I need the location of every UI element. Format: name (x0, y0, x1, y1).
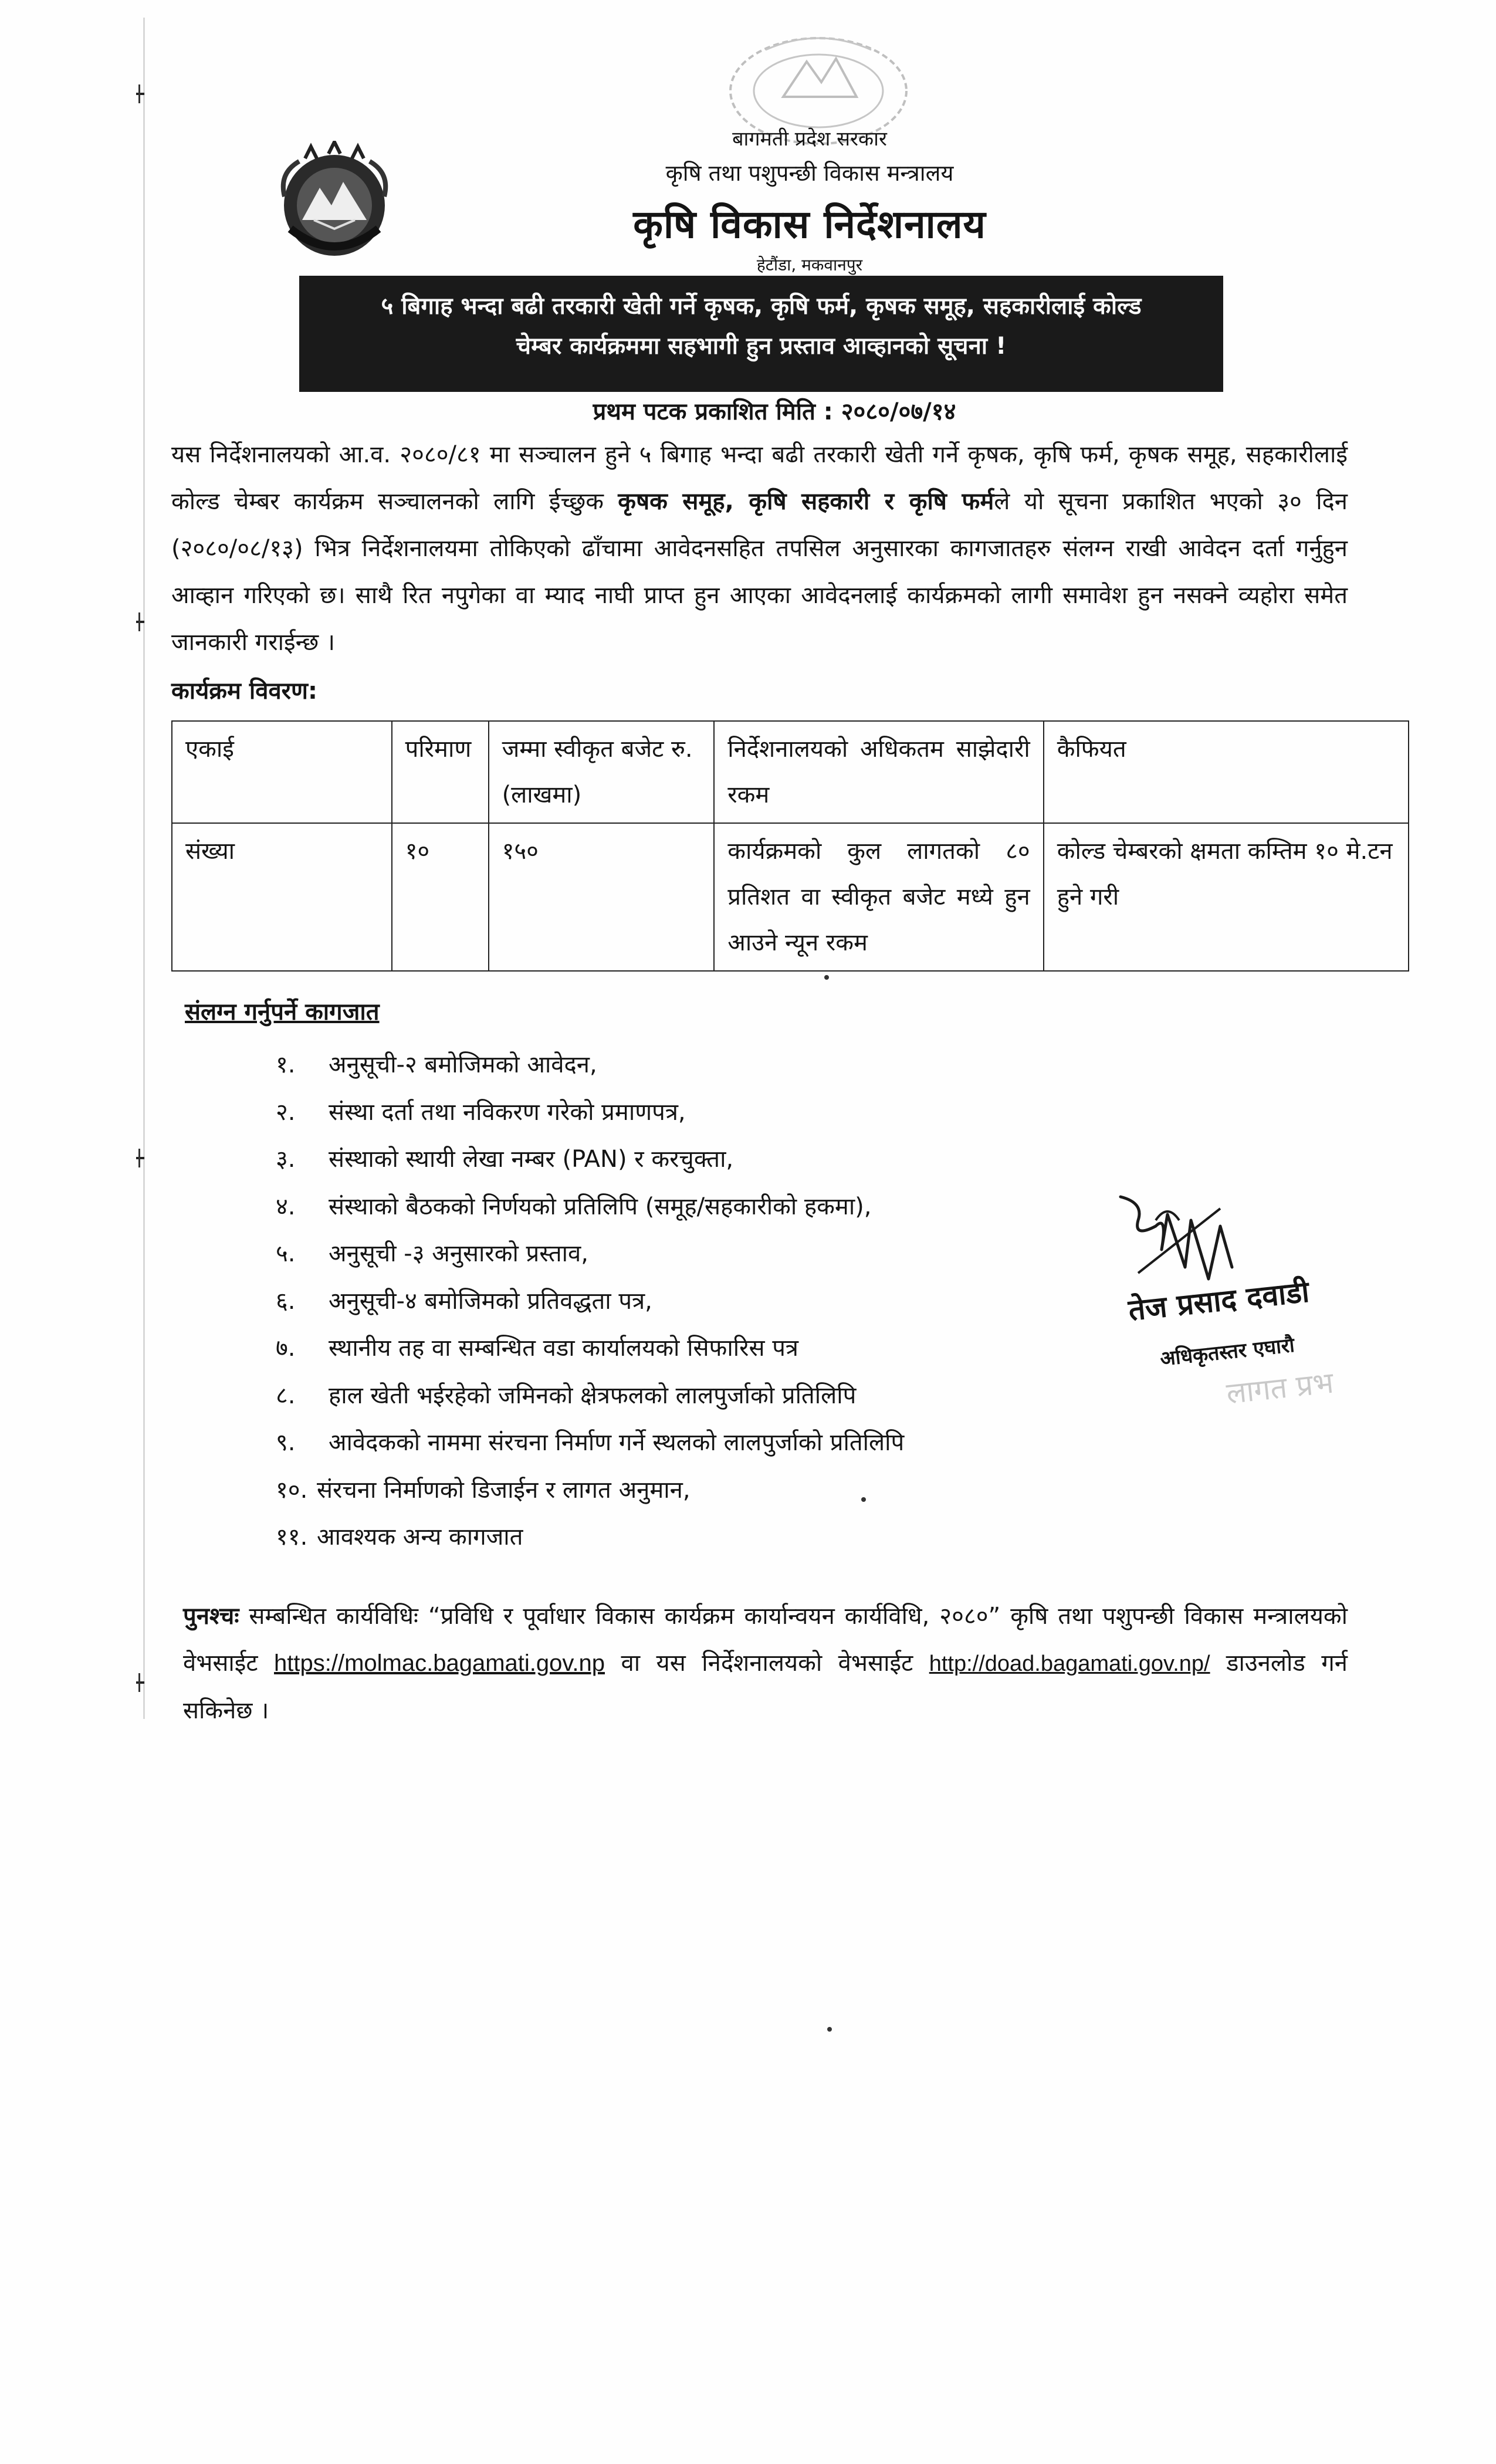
ministry-website-link[interactable]: https://molmac.bagamati.gov.np (274, 1650, 605, 1676)
table-header-cell: निर्देशनालयको अधिकतम साझेदारी रकम (714, 721, 1043, 823)
scan-speck (861, 1497, 866, 1502)
table-header-cell: कैफियत (1044, 721, 1409, 823)
list-item-text: स्थानीय तह वा सम्बन्धित वडा कार्यालयको सिफारिस पत्र (329, 1335, 799, 1362)
list-item-number: ३. (276, 1146, 296, 1173)
list-item-number: ६. (276, 1287, 296, 1315)
faint-stamp-text: लागत प्रभ (1224, 1365, 1335, 1411)
list-item-text: आवेदकको नाममा संरचना निर्माण गर्ने स्थलको लालपुर्जाको प्रतिलिपि (329, 1429, 905, 1456)
list-item-text: संस्थाको बैठकको निर्णयको प्रतिलिपि (समूह/सहकारीको हकमा), (329, 1193, 872, 1220)
table-cell: कार्यक्रमको कुल लागतको ८० प्रतिशत वा स्वीकृत बजेट मध्ये हुन आउने न्यून रकम (714, 823, 1043, 971)
list-item-text: संस्थाको स्थायी लेखा नम्बर (PAN) र करचुक्ता, (329, 1146, 734, 1173)
notice-title-line: चेम्बर कार्यक्रममा सहभागी हुन प्रस्ताव आव्हानको सूचना ! (516, 333, 1007, 360)
notice-body-paragraph (171, 431, 1348, 666)
list-item (276, 1514, 904, 1561)
table-row (172, 823, 1409, 971)
table-cell: संख्या (172, 823, 392, 971)
table-header-cell: एकाई (172, 721, 392, 823)
list-item (276, 1372, 904, 1420)
list-item-text: हाल खेती भईरहेको जमिनको क्षेत्रफलको लालपुर्जाको प्रतिलिपि (329, 1382, 857, 1409)
directorate-website-link[interactable]: http://doad.bagamati.gov.np/ (929, 1651, 1210, 1676)
margin-mark (136, 1157, 144, 1159)
list-item (276, 1089, 904, 1136)
notice-title-banner (299, 276, 1223, 392)
table-header-row (172, 721, 1409, 823)
table-header-cell: जम्मा स्वीकृत बजेट रु. (लाखमा) (489, 721, 715, 823)
ministry-name: कृषि तथा पशुपन्छी विकास मन्त्रालय (665, 160, 954, 186)
list-item (276, 1183, 904, 1231)
publication-date (26, 394, 1496, 427)
list-item-text: अनुसूची -३ अनुसारको प्रस्ताव, (329, 1240, 588, 1267)
body-text: यस निर्देशनालयको आ.व. २०८०/८१ मा सञ्चालन हुने ५ बिगाह भन्दा बढी तरकारी खेती गर्ने कृषक, कृषि फर्म, कृषक समूह, सहकारीलाई कोल्ड चेम्बर कार्यक्रम सञ्चालनको लागि ईच्छुक (171, 441, 1348, 515)
signatory-name: तेज प्रसाद दवाडी (1126, 1274, 1311, 1328)
attachments-title: संलग्न गर्नुपर्ने कागजात (185, 999, 380, 1025)
table-header-cell: परिमाण (392, 721, 489, 823)
postscript-label: पुनश्चः (183, 1603, 239, 1630)
signatory-title: अधिकृतस्तर एघारौ (1159, 1333, 1296, 1371)
province-name: बागमती प्रदेश सरकार (732, 127, 887, 151)
body-bold-text: कृषक समूह, कृषि सहकारी र कृषि फर्म (618, 488, 994, 515)
margin-mark (136, 621, 144, 623)
postscript-text: वा यस निर्देशनालयको वेभसाईट (605, 1650, 929, 1677)
list-item-number: २. (276, 1098, 296, 1126)
table-cell: कोल्ड चेम्बरको क्षमता कम्तिम १० मे.टन हुने गरी (1044, 823, 1409, 971)
list-item-text: संस्था दर्ता तथा नविकरण गरेको प्रमाणपत्र, (329, 1098, 686, 1126)
list-item (276, 1325, 904, 1372)
list-item-number: १०. (276, 1476, 308, 1504)
table-cell: १० (392, 823, 489, 971)
list-item-number: ७. (276, 1335, 296, 1362)
publication-date-label: प्रथम पटक प्रकाशित मिति : (593, 398, 833, 425)
list-item (276, 1230, 904, 1278)
list-item-text: अनुसूची-४ बमोजिमको प्रतिवद्धता पत्र, (329, 1287, 652, 1315)
list-item (276, 1467, 904, 1514)
notice-title-line: ५ बिगाह भन्दा बढी तरकारी खेती गर्ने कृषक, कृषि फर्म, कृषक समूह, सहकारीलाई कोल्ड (381, 293, 1142, 320)
directorate-name: कृषि विकास निर्देशनालय (633, 202, 986, 247)
list-item-number: १. (276, 1051, 296, 1078)
list-item-number: ४. (276, 1193, 296, 1220)
list-item-text: अनुसूची-२ बमोजिमको आवेदन, (329, 1051, 597, 1078)
list-item-number: ८. (276, 1382, 296, 1409)
list-item-text: आवश्यक अन्य कागजात (317, 1524, 523, 1551)
margin-mark (136, 93, 144, 95)
list-item (276, 1419, 904, 1467)
program-details-table (171, 720, 1409, 972)
list-item-number: ५. (276, 1240, 296, 1267)
list-item-number: ९. (276, 1429, 296, 1456)
scan-speck (824, 975, 829, 980)
body-text: ले यो सूचना प्रकाशित भएको ३० दिन (२०८०/०८/१३) भित्र निर्देशनालयमा तोकिएको ढाँचामा आवेदनसहित तपसिल अनुसारका कागजातहरु संलग्न राखी आवेदन दर्ता गर्नुहुन आव्हान गरिएको छ। साथै रित नपुगेका वा म्याद नाघी प्राप्त हुन आएका आवेदनलाई कार्यक्रमको लागी समावेश हुन नसक्ने व्यहोरा समेत जानकारी गराईन्छ । (171, 488, 1348, 656)
list-item (276, 1041, 904, 1089)
list-item (276, 1278, 904, 1325)
office-address: हेटौंडा, मकवानपुर (756, 255, 863, 275)
publication-date-value: २०८०/०७/१४ (841, 398, 956, 425)
margin-mark (136, 1681, 144, 1684)
scan-speck (827, 2027, 832, 2032)
list-item-number: ११. (276, 1524, 308, 1551)
list-item (276, 1136, 904, 1183)
postscript-text: सम्बन्धित कार्यविधिः “प्रविधि र पूर्वाधार विकास कार्यक्रम कार्यान्वयन कार्यविधि, २०८०” कृषि तथा पशुपन्छी विकास मन्त्रालयको वेभसाईट (183, 1603, 1348, 1677)
list-item-text: संरचना निर्माणको डिजाईन र लागत अनुमान, (317, 1476, 691, 1504)
postscript-paragraph (183, 1593, 1348, 1734)
table-cell: १५० (489, 823, 715, 971)
program-section-title: कार्यक्रम विवरण: (171, 678, 317, 705)
postscript-text: डाउनलोड गर्न सकिनेछ । (183, 1650, 1348, 1724)
attachments-list (276, 1041, 904, 1561)
